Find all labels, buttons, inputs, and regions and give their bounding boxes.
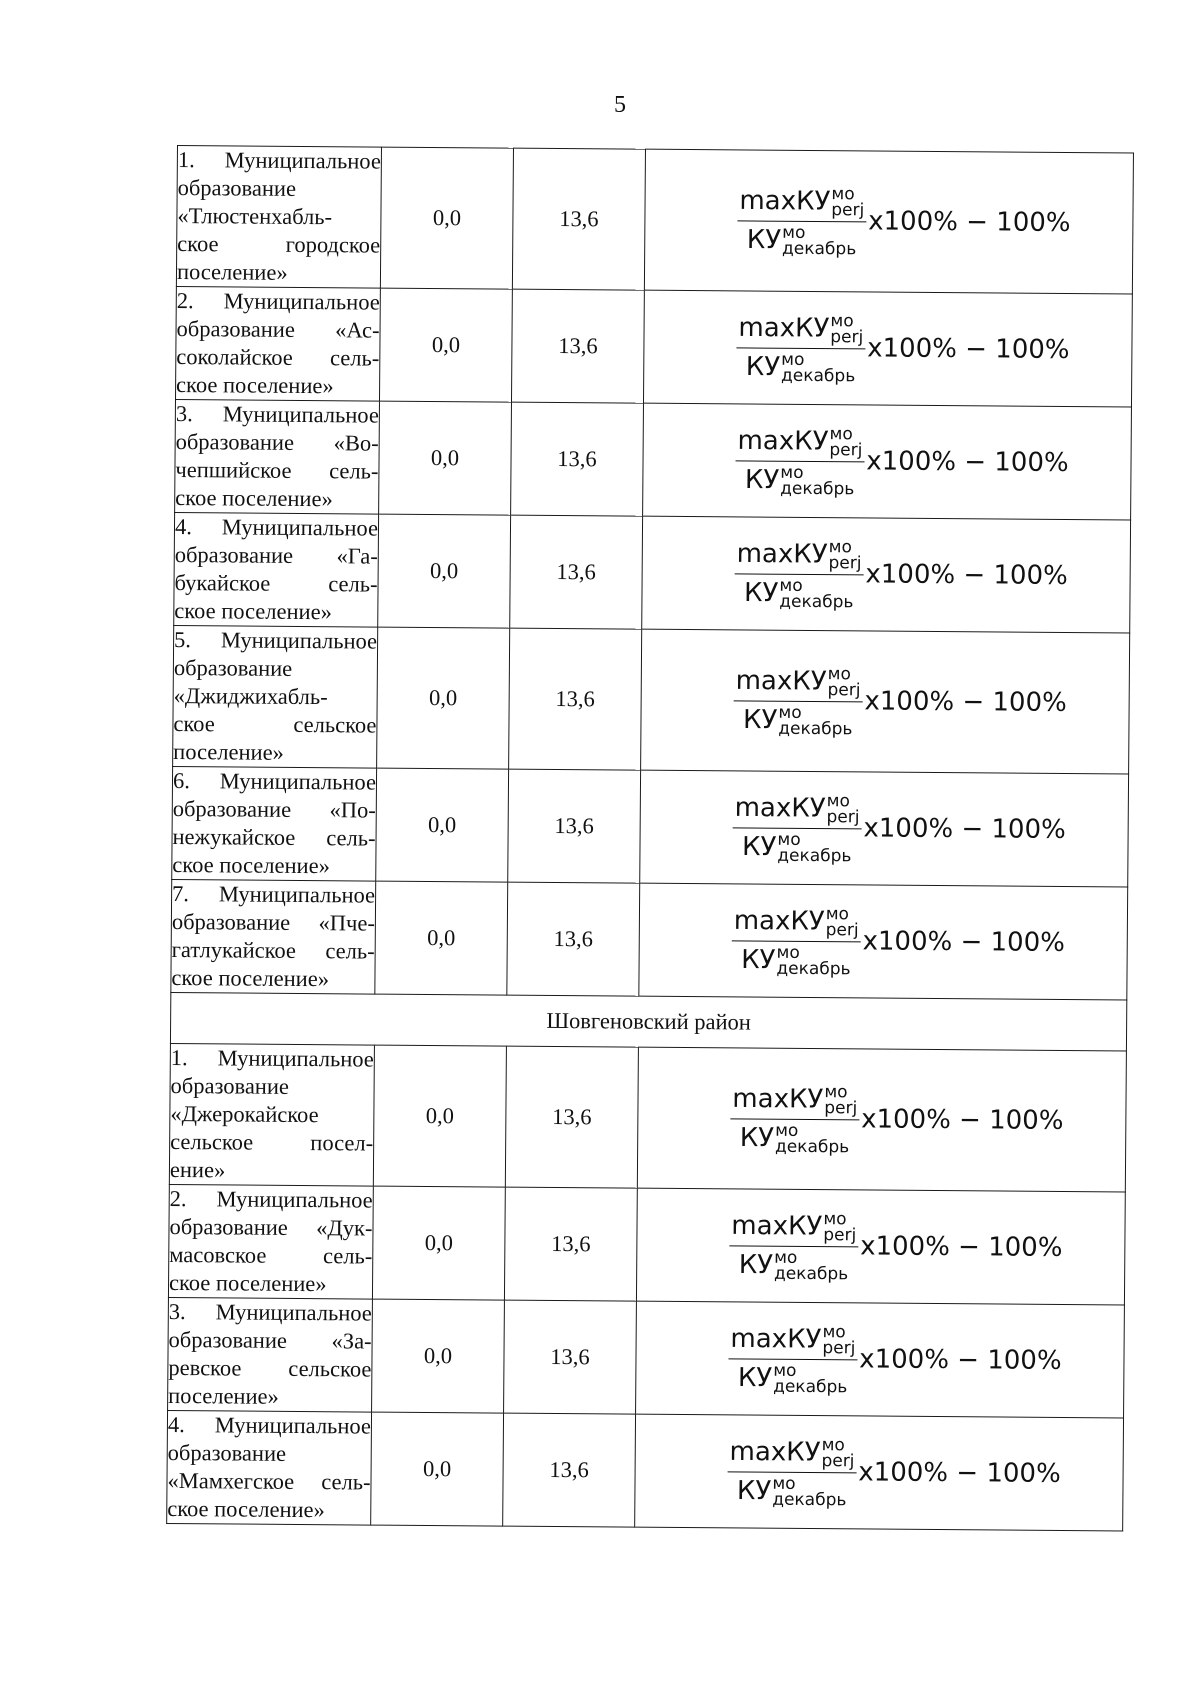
formula-cell [643,290,1132,407]
formula-cell [644,149,1133,294]
name-line: ское сельское [173,710,377,738]
name-line: 7. Муниципальное [172,880,376,908]
value-cell-1: 0,0 [376,768,509,882]
fraction [736,312,865,384]
name-line: 3. Муниципальное [168,1298,372,1326]
value-cell-2: 13,6 [503,1413,636,1527]
name-line: ское поселение» [172,851,330,879]
formula [730,1083,1064,1157]
fraction-numerator: maxКУ мо perj [736,312,865,349]
municipality-name [173,625,378,768]
value-cell-1: 0,0 [379,401,512,515]
formula-cell [637,1047,1126,1192]
name-line: ское поселение» [174,597,332,625]
name-line: поселение» [176,259,288,285]
formula-cell [641,629,1130,774]
name-line: гатлукайское сель- [171,936,375,964]
value-cell-1: 0,0 [373,1045,506,1187]
fraction-denominator: КУ мо декабрь [746,222,857,259]
name-line: 4. Муниципальное [167,1411,372,1439]
table-row [169,1043,1126,1192]
formula-tail: x100% − 100% [867,333,1070,366]
name-line: ское поселение» [176,372,334,399]
table-row [174,512,1131,633]
name-line: 2. Муниципальное [169,1185,373,1213]
fraction-numerator: maxКУ мо perj [730,1083,859,1120]
formula [737,185,1071,259]
value-cell-1: 0,0 [372,1299,505,1413]
formula-tail: x100% − 100% [859,1344,1062,1376]
name-line: ское поселение» [167,1495,325,1523]
name-line: ское поселение» [171,964,330,992]
fraction [732,792,861,864]
fraction-numerator: maxКУ мо perj [734,538,863,575]
fraction-numerator: maxКУ мо perj [728,1323,857,1360]
formula [728,1323,1062,1397]
fraction-numerator: maxКУ мо perj [732,905,861,942]
formula-tail: x100% − 100% [868,206,1071,239]
formula-tail: x100% − 100% [862,926,1066,958]
fraction [733,665,862,737]
formula [731,905,1065,979]
formula [729,1210,1063,1284]
fraction-denominator: КУ мо декабрь [739,1120,850,1157]
fraction [729,1210,858,1282]
formula-tail: x100% − 100% [860,1231,1063,1263]
name-line: поселение» [173,738,284,765]
region-row [170,992,1126,1051]
formula-cell [635,1414,1124,1531]
municipality-name [171,879,376,994]
fraction-denominator: КУ мо декабрь [736,1473,847,1510]
fraction-denominator: КУ мо декабрь [743,575,854,612]
formula-tail: x100% − 100% [858,1457,1061,1489]
table-row [173,625,1130,774]
name-line: ское поселение» [168,1269,327,1297]
formula [732,792,1066,866]
name-line: «Джерокайское [170,1100,319,1128]
value-cell-2: 13,6 [504,1187,637,1301]
formula-cell [636,1301,1125,1418]
municipality-name [176,146,381,289]
fraction [727,1436,856,1508]
name-line: соколайское сель- [176,344,380,371]
fraction-numerator: maxКУ мо perj [733,665,862,702]
formula-tail: x100% − 100% [861,1104,1064,1136]
name-line: 1. Муниципальное [170,1044,374,1072]
fraction-numerator: maxКУ мо perj [732,792,861,829]
table-row [167,1410,1124,1531]
formula-cell [643,403,1132,520]
name-line: чепшийское сель- [175,456,379,484]
fraction-numerator: maxКУ мо perj [737,185,866,222]
name-line: масовское сель- [169,1241,373,1269]
table-row [176,286,1133,407]
municipality-name [168,1184,373,1299]
formula-tail: x100% − 100% [864,686,1067,719]
fraction [730,1083,859,1155]
fraction-numerator: maxКУ мо perj [729,1210,858,1247]
fraction [731,905,860,977]
fraction [737,185,866,257]
name-line: «Тлюстенхабль- [177,203,333,230]
fraction [728,1323,857,1395]
name-line: образование [170,1072,290,1099]
formula-cell [639,883,1128,1000]
name-line: нежукайское сель- [172,823,376,851]
formula-tail: x100% − 100% [863,813,1066,846]
fraction-denominator: КУ мо декабрь [745,349,856,386]
value-cell-2: 13,6 [511,402,644,516]
value-cell-1: 0,0 [375,881,508,995]
municipality-name [174,512,379,627]
name-line: 6. Муниципальное [172,767,377,795]
name-line: образование «Пче- [171,908,375,936]
value-cell-2: 13,6 [507,882,640,996]
municipality-name [176,286,381,401]
name-line: образование «Ас- [176,316,380,343]
fraction-denominator: КУ мо декабрь [741,942,851,979]
name-line: ское городское [177,231,381,258]
page-number: 5 [614,92,626,118]
value-cell-1: 0,0 [372,1186,505,1300]
name-line: ское поселение» [175,484,333,512]
value-cell-1: 0,0 [371,1412,504,1526]
value-cell-2: 13,6 [505,1046,638,1188]
value-cell-1: 0,0 [379,288,512,402]
fraction-denominator: КУ мо декабрь [742,702,853,739]
table-row [175,399,1132,520]
name-line: «Мамхегское сель- [167,1467,371,1495]
formula [727,1436,1061,1510]
table-row [168,1184,1125,1305]
formula [735,425,1069,499]
name-line: букайское сель- [174,569,378,597]
name-line: сельское посел- [170,1128,374,1156]
value-cell-1: 0,0 [380,147,513,289]
fraction [734,538,863,610]
table-row [168,1297,1125,1418]
municipality-name [172,766,377,881]
fraction-numerator: maxКУ мо perj [735,425,864,462]
name-line: образование «Во- [175,428,379,456]
name-line: образование «Дук- [169,1213,373,1241]
fraction-denominator: КУ мо декабрь [738,1247,849,1284]
formula-cell [636,1188,1125,1305]
table-body-top [171,146,1134,1000]
formula [734,538,1068,612]
table-row [176,146,1133,295]
name-line: образование «За- [168,1326,372,1354]
region-section [170,992,1126,1051]
municipality-name [175,399,380,514]
formula [733,665,1067,739]
name-line: 3. Муниципальное [175,400,379,428]
value-cell-2: 13,6 [512,148,645,290]
municipality-name [169,1043,374,1186]
fraction-denominator: КУ мо декабрь [744,462,855,499]
formula-cell [640,770,1129,887]
table-row [171,879,1128,1000]
value-cell-2: 13,6 [510,515,643,629]
name-line: ревское сельское [168,1354,372,1382]
municipality-name [167,1410,372,1525]
name-line: образование [167,1439,287,1466]
table-body-bottom [167,1043,1127,1530]
name-line: образование [177,175,297,201]
name-line: 4. Муниципальное [174,513,379,541]
formula-tail: x100% − 100% [865,559,1068,592]
name-line: образование «По- [172,795,376,823]
name-line: поселение» [168,1382,279,1409]
formula-tail: x100% − 100% [866,446,1069,479]
name-line: 2. Муниципальное [176,288,380,315]
fraction-denominator: КУ мо декабрь [741,829,852,866]
region-heading: Шовгеновский район [170,992,1126,1051]
data-table [166,145,1134,1531]
fraction-numerator: maxКУ мо perj [727,1436,856,1473]
fraction-denominator: КУ мо декабрь [737,1360,848,1397]
name-line: «Джиджихабль- [173,682,328,710]
value-cell-1: 0,0 [377,627,510,769]
name-line: образование «Га- [174,541,378,569]
value-cell-2: 13,6 [504,1300,637,1414]
name-line: образование [173,654,293,681]
value-cell-2: 13,6 [508,769,641,883]
fraction [735,425,864,497]
municipality-name [168,1297,373,1412]
name-line: 1. Муниципальное [177,147,381,174]
value-cell-2: 13,6 [509,628,642,770]
table-row [172,766,1129,887]
value-cell-1: 0,0 [378,514,511,628]
formula-cell [642,516,1131,633]
name-line: ение» [169,1156,226,1183]
name-line: 5. Муниципальное [174,626,378,654]
value-cell-2: 13,6 [511,289,644,403]
formula [736,312,1070,386]
